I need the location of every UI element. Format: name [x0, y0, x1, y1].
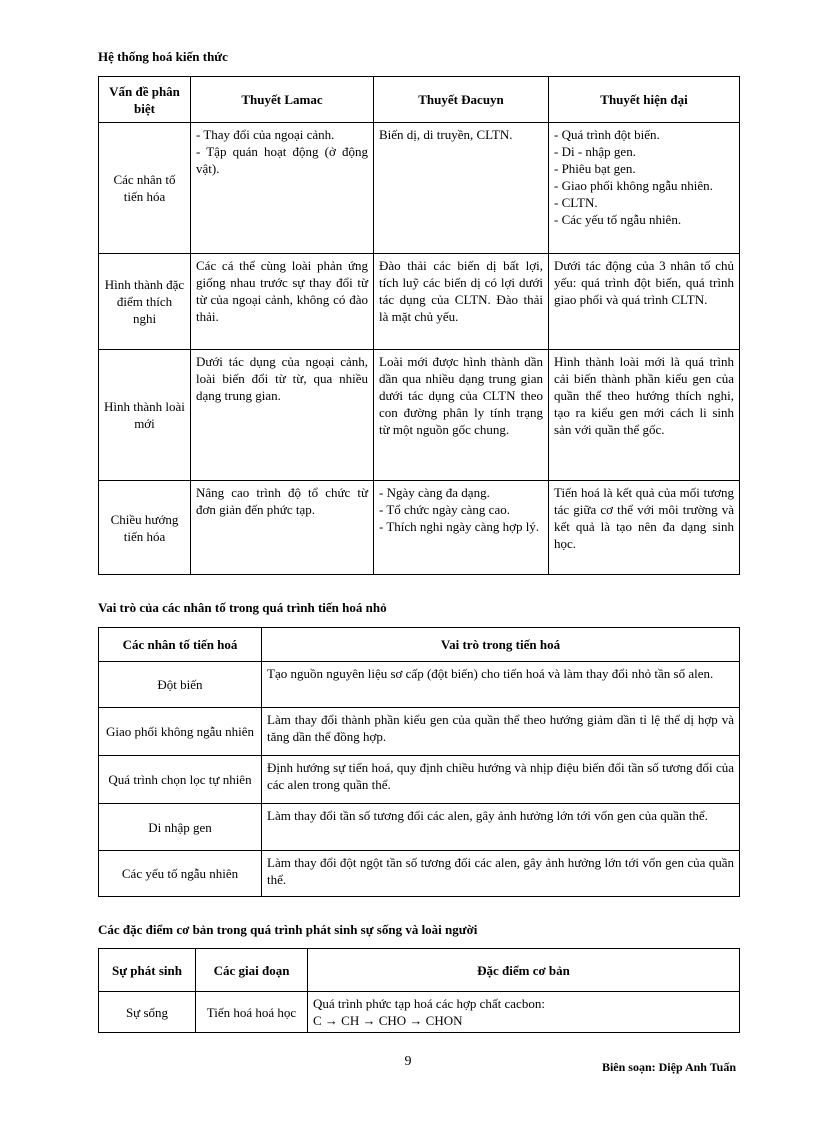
cell-line: Dưới tác dụng của ngoại cảnh, loài biến đổi từ từ, qua nhiều dạng trung gian. [196, 354, 368, 403]
header-cell: Các giai đoạn [196, 949, 308, 992]
cell-line: Đào thải các biến dị bất lợi, tích luỹ các biến dị có lợi dưới tác dụng của CLTN. Đào thải là mặt chủ yếu. [379, 258, 543, 324]
role-cell: Tạo nguồn nguyên liệu sơ cấp (đột biến) cho tiến hoá và làm thay đổi nhỏ tần số alen. [262, 662, 740, 708]
table-row [99, 350, 740, 481]
role-cell: Làm thay đổi tần số tương đối các alen, gây ảnh hưởng lớn tới vốn gen của quần thể. [262, 804, 740, 851]
cell-line: - Các yếu tố ngẫu nhiên. [554, 212, 682, 227]
cell-line: - CLTN. [554, 195, 598, 210]
table-header-row [99, 949, 740, 992]
header-cell: Vai trò trong tiến hoá [262, 628, 740, 662]
page-number: 9 [404, 1054, 412, 1069]
phase-cell: Sự sống [99, 992, 196, 1033]
lamac-cell [191, 350, 374, 481]
role-cell: Làm thay đổi đột ngột tần số tương đối các alen, gây ảnh hưởng lớn tới vốn gen của quần thể. [262, 851, 740, 897]
row-label: Chiều hướng tiến hóa [99, 481, 191, 575]
cell-line: C → CH → CHO → CHON [313, 1013, 463, 1028]
header-cell: Sự phát sinh [99, 949, 196, 992]
cell-line: - Ngày càng đa dạng. [379, 485, 490, 500]
cell-line: - Quá trình đột biến. [554, 127, 660, 142]
table-row [99, 254, 740, 350]
row-label: Hình thành đặc điểm thích nghi [99, 254, 191, 350]
table-row [99, 804, 740, 851]
cell-line: - Phiêu bạt gen. [554, 161, 636, 176]
factor-role-table [98, 627, 740, 897]
table-row [99, 851, 740, 897]
factor-cell: Đột biến [99, 662, 262, 708]
header-cell: Thuyết hiện đại [549, 77, 740, 123]
features-cell [308, 992, 740, 1033]
cell-line: Tiến hoá là kết quả của mối tương tác giữa cơ thể với môi trường và kết quả là tạo nên đa dạng sinh học. [554, 485, 734, 551]
stage-cell: Tiến hoá hoá học [196, 992, 308, 1033]
row-label: Hình thành loài mới [99, 350, 191, 481]
section-1-title: Hệ thống hoá kiến thức [98, 49, 228, 64]
lamac-cell [191, 254, 374, 350]
origin-table [98, 948, 740, 1033]
cell-line: Nâng cao trình độ tổ chức từ đơn giản đến phức tạp. [196, 485, 368, 517]
cell-line: Hình thành loài mới là quá trình cải biến thành phần kiểu gen của quần thể theo hướng thích nghi, tạo ra kiểu gen mới cách li sinh sản với quần thể gốc. [554, 354, 734, 437]
header-cell: Thuyết Lamac [191, 77, 374, 123]
table-header-row [99, 628, 740, 662]
hiendai-cell [549, 350, 740, 481]
header-cell: Thuyết Đacuyn [374, 77, 549, 123]
cell-line: Dưới tác động của 3 nhân tố chủ yếu: quá trình đột biến, quá trình giao phối và quá trình CLTN. [554, 258, 734, 307]
header-cell: Đặc điểm cơ bản [308, 949, 740, 992]
factor-cell: Di nhập gen [99, 804, 262, 851]
role-cell: Định hướng sự tiến hoá, quy định chiều hướng và nhịp điệu biến đổi tần số tương đối của các alen trong quần thể. [262, 756, 740, 804]
cell-line: - Di - nhập gen. [554, 144, 636, 159]
cell-line: Quá trình phức tạp hoá các hợp chất cacbon: [313, 996, 545, 1011]
table-row [99, 123, 740, 254]
header-cell: Vấn đề phân biệt [99, 77, 191, 123]
cell-line: - Tổ chức ngày càng cao. [379, 502, 510, 517]
table-row [99, 756, 740, 804]
cell-line: - Thích nghi ngày càng hợp lý. [379, 519, 540, 534]
section-2-title: Vai trò của các nhân tố trong quá trình tiến hoá nhỏ [98, 600, 387, 615]
cell-line: - Thay đổi của ngoại cảnh. [196, 127, 335, 142]
row-label: Các nhân tố tiến hóa [99, 123, 191, 254]
cell-line: Biến dị, di truyền, CLTN. [379, 127, 513, 142]
table-row [99, 481, 740, 575]
dacuyn-cell [374, 123, 549, 254]
cell-line: - Giao phối không ngẫu nhiên. [554, 178, 713, 193]
dacuyn-cell [374, 254, 549, 350]
author-credit: Biên soạn: Diệp Anh Tuấn [601, 1060, 736, 1074]
factor-cell: Các yếu tố ngẫu nhiên [99, 851, 262, 897]
dacuyn-cell [374, 481, 549, 575]
comparison-table [98, 76, 740, 575]
hiendai-cell [549, 254, 740, 350]
cell-line: Loài mới được hình thành dần dần qua nhiều dạng trung gian dưới tác dụng của CLTN theo con đường phân ly tính trạng từ một nguồn gốc chung. [379, 354, 543, 437]
factor-cell: Giao phối không ngẫu nhiên [99, 708, 262, 756]
hiendai-cell [549, 481, 740, 575]
lamac-cell [191, 123, 374, 254]
dacuyn-cell [374, 350, 549, 481]
hiendai-cell [549, 123, 740, 254]
lamac-cell [191, 481, 374, 575]
table-row [99, 662, 740, 708]
cell-line: - Tập quán hoạt động (ở động vật). [196, 144, 368, 176]
table-header-row [99, 77, 740, 123]
table-row [99, 992, 740, 1033]
factor-cell: Quá trình chọn lọc tự nhiên [99, 756, 262, 804]
table-row [99, 708, 740, 756]
section-3-title: Các đặc điểm cơ bản trong quá trình phát sinh sự sống và loài người [98, 922, 478, 937]
role-cell: Làm thay đổi thành phần kiểu gen của quần thể theo hướng giảm dần tỉ lệ thể dị hợp và tăng dần thể đồng hợp. [262, 708, 740, 756]
header-cell: Các nhân tố tiến hoá [99, 628, 262, 662]
cell-line: Các cá thể cùng loài phản ứng giống nhau trước sự thay đổi từ từ của ngoại cảnh, không có đào thải. [196, 258, 368, 324]
